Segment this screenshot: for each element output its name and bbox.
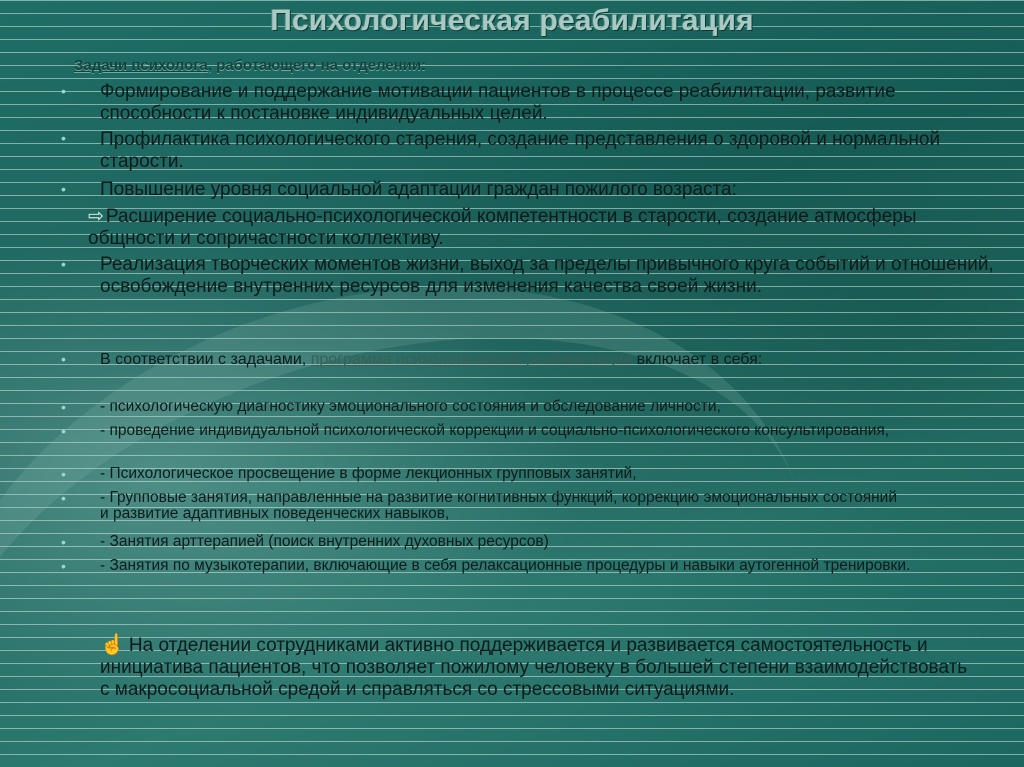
task-item-1: Формирование и поддержание мотивации пациентов в процессе реабилитации, развитие способности к постановке индивидуальных целей. [100, 81, 896, 124]
program-item-5: - Занятия арттерапией (поиск внутренних духовных ресурсов) [100, 533, 549, 550]
task-subitem-text: Расширение социально-психологической компетентности в старости, создание атмосферы общности и сопричастности коллективу. [88, 206, 917, 249]
bullet-icon: • [61, 534, 66, 550]
program-item-6: - Занятия по музыкотерапии, включающие в себя релаксационные процедуры и навыки аутогенной тренировки. [100, 557, 911, 574]
bullet-icon: • [61, 181, 66, 197]
subtitle-underlined: Задачи психолога [74, 57, 208, 74]
program-item-3: - Психологическое просвещение в форме лекционных групповых занятий, [100, 465, 637, 482]
program-item-2: - проведение индивидуальной психологической коррекции и социально-психологического консультирования, [100, 422, 890, 439]
bullet-icon: • [61, 83, 66, 99]
bullet-icon: • [61, 130, 66, 146]
bullet-icon: • [61, 256, 66, 272]
program-item-1: - психологическую диагностику эмоционального состояния и обследование личности, [100, 398, 721, 415]
subtitle [74, 57, 426, 74]
program-intro [100, 351, 1000, 368]
task-item-2: Профилактика психологического старения, создание представления о здоровой и нормальной старости. [100, 129, 941, 172]
bullet-icon: • [61, 399, 66, 415]
arrow-right-icon: ⇨ [88, 206, 104, 227]
program-item-4: - Групповые занятия, направленные на развитие когнитивных функций, коррекцию эмоциональных состояний и развитие адаптивных поведенческих навыков, [100, 489, 897, 522]
bullet-icon: • [61, 351, 66, 367]
task-item-4: Реализация творческих моментов жизни, выход за пределы привычного круга событий и отношений, освобождение внутренних ресурсов для изменения качества своей жизни. [100, 254, 994, 297]
bullet-icon: • [61, 466, 66, 482]
task-subitem [88, 206, 988, 250]
bullet-icon: • [61, 490, 66, 506]
slide-title: Психологическая реабилитация [270, 4, 754, 37]
conclusion [100, 634, 980, 701]
program-link: программа психологической реабилитации [310, 351, 633, 368]
subtitle-rest: , работающего на отделении: [207, 57, 427, 74]
program-intro-after: включает в себя: [632, 351, 763, 368]
program-intro-before: В соответствии с задачами, [100, 351, 311, 368]
bullet-icon: • [61, 558, 66, 574]
conclusion-text: На отделении сотрудниками активно поддерживается и развивается самостоятельность и инициатива пациентов, что позволяет пожилому человеку в большей степени взаимодействовать с макросоциальной средой и справляться со стрессовыми ситуациями. [100, 635, 968, 700]
pointing-hand-icon: ☝ [100, 634, 125, 656]
bullet-icon: • [61, 423, 66, 439]
task-item-3: Повышение уровня социальной адаптации граждан пожилого возраста: [100, 179, 737, 200]
